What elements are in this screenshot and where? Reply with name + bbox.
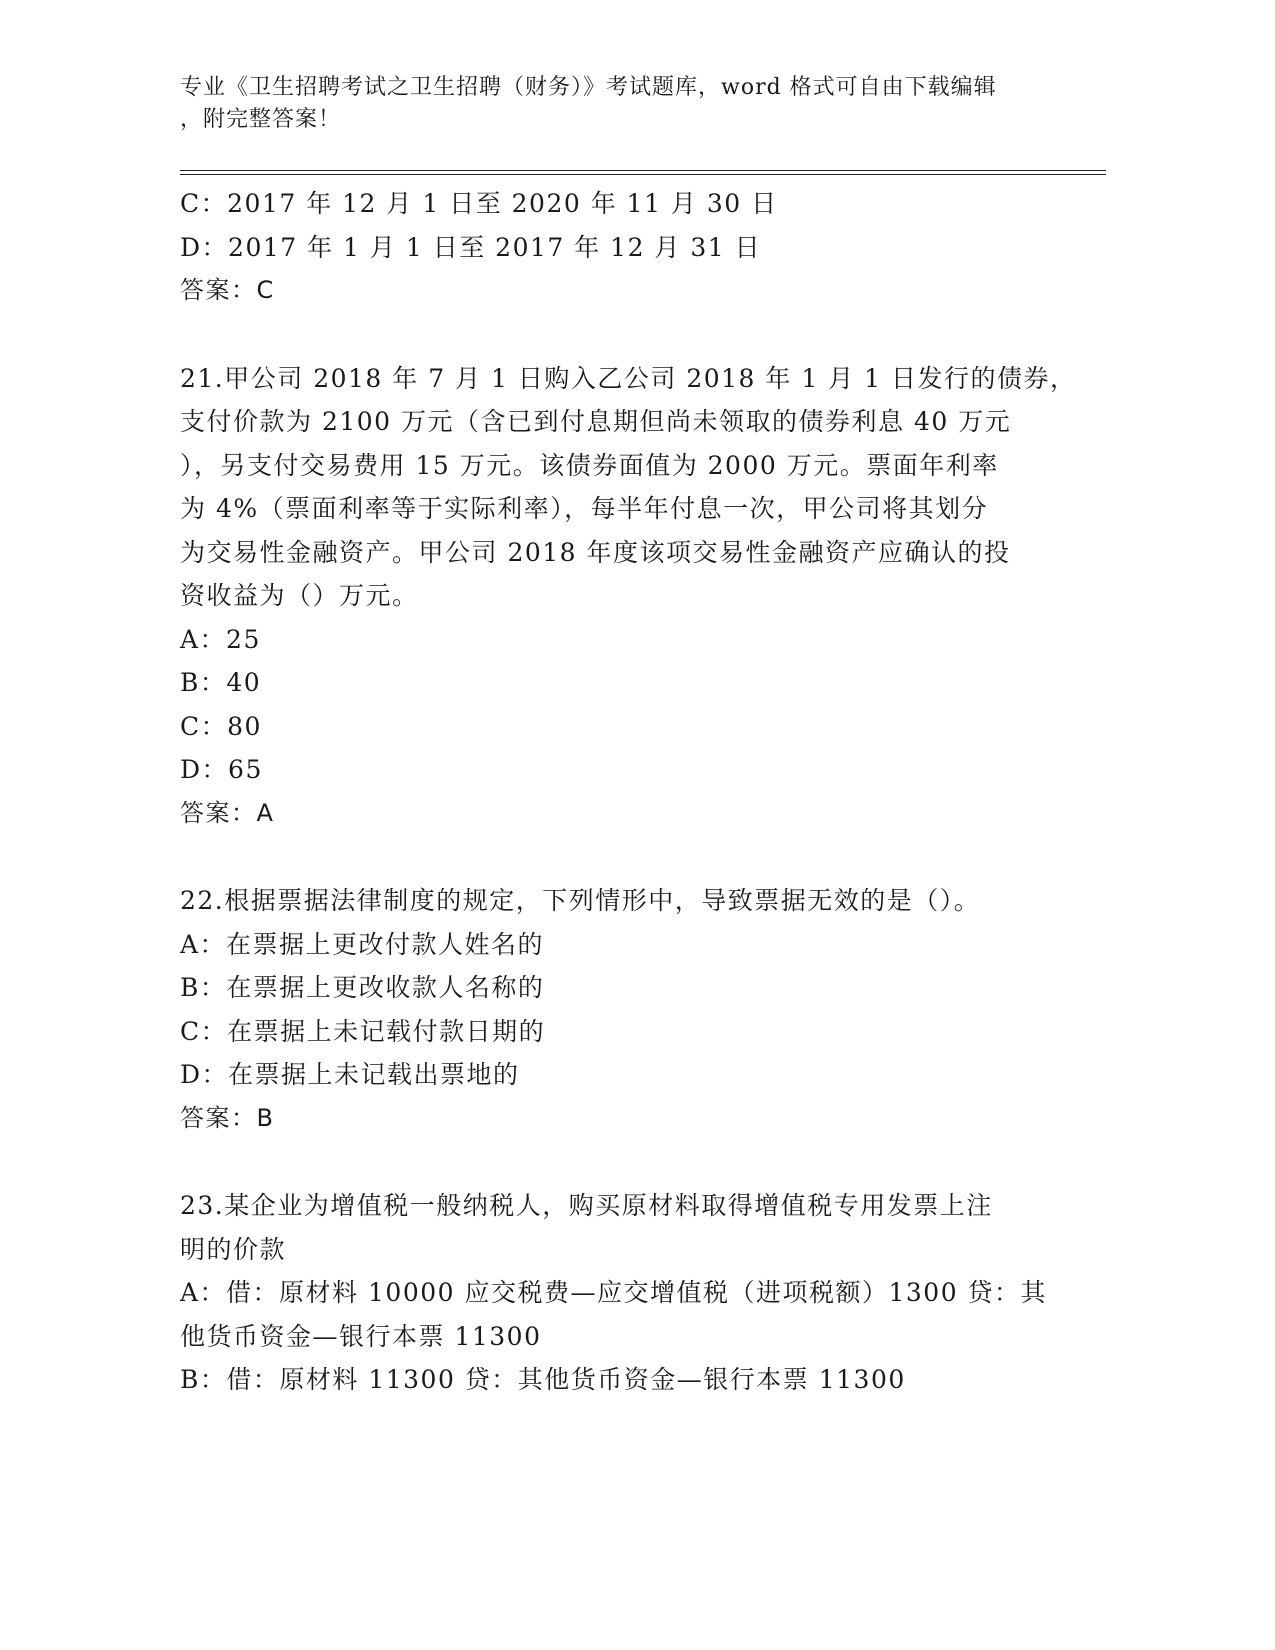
question-stem-line: 资收益为（）万元。 — [180, 581, 419, 610]
question-stem-line: 支付价款为 2100 万元（含已到付息期但尚未领取的债券利息 40 万元 — [180, 407, 1012, 436]
answer-line: 答案：C — [180, 276, 275, 304]
option-d: D：在票据上未记载出票地的 — [180, 1060, 520, 1089]
question-stem-line: 22.根据票据法律制度的规定，下列情形中，导致票据无效的是（）。 — [180, 886, 981, 915]
answer-line: 答案：A — [180, 798, 275, 827]
question-22 — [180, 879, 1060, 1140]
option-b: B：在票据上更改收款人名称的 — [180, 973, 545, 1002]
option-c: C：2017 年 12 月 1 日至 2020 年 11 月 30 日 — [180, 189, 778, 218]
question-23 — [180, 1184, 1060, 1402]
option-c: C：80 — [180, 711, 262, 741]
document-header — [180, 72, 1060, 136]
option-b: B：借：原材料 11300 贷：其他货币资金—银行本票 11300 — [180, 1365, 906, 1394]
header-divider — [180, 170, 1106, 175]
option-c: C：在票据上未记载付款日期的 — [180, 1016, 546, 1046]
header-line-1: 专业《卫生招聘考试之卫生招聘（财务）》考试题库，word 格式可自由下载编辑 — [180, 75, 997, 100]
option-a-continued: 他货币资金—银行本票 11300 — [180, 1321, 542, 1351]
option-a: A：借：原材料 10000 应交税费—应交增值税（进项税额）1300 贷：其 — [180, 1278, 1048, 1307]
document-body — [180, 182, 1077, 1402]
option-d: D：2017 年 1 月 1 日至 2017 年 12 月 31 日 — [180, 232, 762, 262]
option-d: D：65 — [180, 755, 263, 784]
answer-line: 答案：B — [180, 1103, 275, 1132]
option-a: A：25 — [180, 624, 261, 654]
question-stem-line: 明的价款 — [180, 1234, 287, 1264]
option-a: A：在票据上更改付款人姓名的 — [180, 929, 545, 959]
option-b: B：40 — [180, 668, 262, 697]
question-stem-line: 为交易性金融资产。甲公司 2018 年度该项交易性金融资产应确认的投 — [180, 537, 1011, 567]
question-21 — [180, 357, 1077, 836]
question-20-tail — [180, 182, 1060, 313]
header-line-2: ，附完整答案！ — [180, 107, 342, 132]
question-stem-line: 21.甲公司 2018 年 7 月 1 日购入乙公司 2018 年 1 月 1 日发行的债券， — [180, 363, 1077, 393]
question-stem-line: 为 4%（票面利率等于实际利率），每半年付息一次，甲公司将其划分 — [180, 494, 989, 523]
question-stem-line: 23.某企业为增值税一般纳税人，购买原材料取得增值税专用发票上注 — [180, 1191, 993, 1220]
question-stem-line: ），另支付交易费用 15 万元。该债券面值为 2000 万元。票面年利率 — [180, 450, 999, 480]
